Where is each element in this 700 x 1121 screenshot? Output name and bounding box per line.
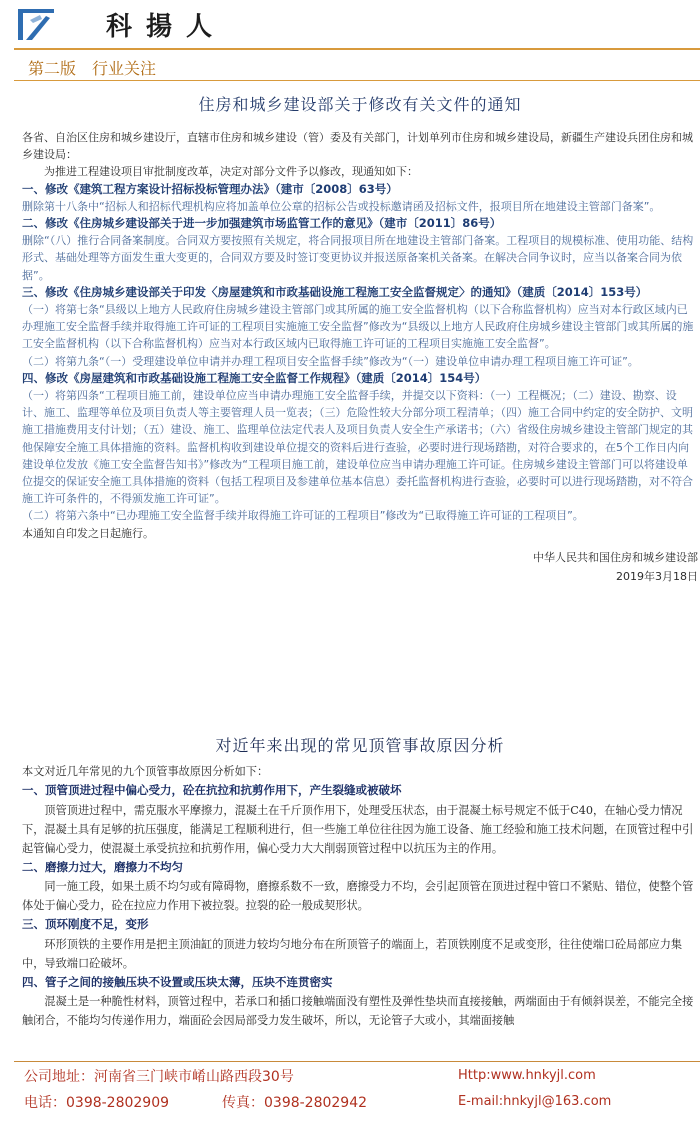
page-header (0, 0, 700, 48)
header-divider (14, 48, 700, 50)
item-heading: 三、修改《住房城乡建设部关于印发〈房屋建筑和市政基础设施工程施工安全监督规定〉的通知》（建质〔2014〕153号） (22, 284, 648, 299)
item-body: 顶管顶进过程中，需克服水平摩擦力，混凝土在千斤顶作用下，处理受压状态，由于混凝土标号规定不低于C40，在轴心受力情况下，混凝土具有足够的抗压强度，能满足工程顺利进行，但一些施工单位往往因为施工设备、施工经验和施工技术问题，在顶管过程中引起管偏心受力，使混凝土承受抗拉和抗剪作用，偏心受力大大削弱顶管过程中以抗压为主的作用。 (22, 803, 694, 855)
signature: 中华人民共和国住房和城乡建设部 (533, 550, 698, 564)
item-body: 同一施工段，如果土质不均匀或有障碍物，磨擦系数不一致，磨擦受力不均，会引起顶管在顶进过程中管口不紧贴、错位，使整个管体处于偏心受力，砼在拉应力作用下被拉裂。拉裂的砼一般成契形状。 (22, 880, 694, 912)
website-link[interactable]: Http:www.hnkyjl.com (458, 1068, 596, 1083)
article-analysis (22, 733, 698, 1030)
article-intro-2: 为推进工程建设项目审批制度改革，决定对部分文件予以修改，现通知如下： (44, 165, 418, 179)
item-heading: 四、修改《房屋建筑和市政基础设施工程施工安全监督工作规程》（建质〔2014〕154号） (22, 370, 487, 385)
section-label: 第二版 行业关注 (28, 59, 157, 78)
email-link[interactable]: E-mail:hnkyjl@163.com (458, 1094, 612, 1109)
item-heading: 二、磨擦力过大，磨擦力不均匀 (22, 859, 183, 874)
item-body: 删除第十八条中“招标人和招标代理机构应将加盖单位公章的招标公告或投标邀请函及招标文件，报项目所在地建设主管部门备案”。 (22, 199, 661, 213)
company-address: 公司地址：河南省三门峡市崤山路西段30号 (24, 1069, 294, 1085)
item-heading: 一、顶管顶进过程中偏心受力，砼在抗拉和抗剪作用下，产生裂缝或被破坏 (22, 783, 402, 797)
item-body: （一）将第四条“工程项目施工前，建设单位应当申请办理施工安全监督手续，并提交以下资料：（一）工程概况；（二）建设、勘察、设计、施工、监理等单位及项目负责人等主要管理人员一览表；（三）危险性较大分部分项工程清单；（四）施工合同中约定的安全防护、文明施工措施费用支付计划；（五）建设、施工、监理单位法定代表人及项目负责人安全生产承诺书；（六）省级住房城乡建设主管部门规定的其他保障安全施工具体措施的资料。监督机构收到建设单位提交的资料后进行查验，必要时进行现场踏勘，对符合要求的，在5个工作日内向建设单位发放《施工安全监督告知书》”修改为“工程项目施工前，建设单位应当申请办理施工许可证。住房城乡建设主管部门可以将建设单位提交的保证安全施工具体措施的资料（包括工程项目及参建单位基本信息）委托监督机构进行查验，必要时可以进行现场踏勘，对不符合施工许可条件的，不得颁发施工许可证”。 (22, 389, 693, 506)
item-body: （一）将第七条“县级以上地方人民政府住房城乡建设主管部门或其所属的施工安全监督机构（以下合称监督机构）应当对本行政区域内已办理施工安全监督手续并取得施工许可证的工程项目实施施工安全监督”修改为“县级以上地方人民政府住房城乡建设主管部门或其所属的施工安全监督机构（以下合称监督机构）应当对本行政区域内已取得施工许可证的工程项目实施施工安全监督”。 (22, 303, 694, 351)
fax-number: 传真：0398-2802942 (222, 1095, 368, 1111)
brand-name: 科揚人 (106, 12, 227, 42)
item-body: 混凝土是一种脆性材料，顶管过程中，若承口和插口接触端面没有塑性及弹性垫块而直接接触，两端面由于有倾斜误差，不能完全接触闭合，不能均匀传递作用力，端面砼会因局部受力发生破坏，所以，无论管子大或小，其端面接触 (22, 995, 694, 1027)
article-title: 对近年来出现的常见顶管事故原因分析 (215, 736, 505, 755)
item-body: （二）将第六条中“已办理施工安全监督手续并取得施工许可证的工程项目”修改为“已取得施工许可证的工程项目”。 (22, 509, 584, 523)
company-logo-icon (16, 6, 56, 42)
article-title: 住房和城乡建设部关于修改有关文件的通知 (198, 95, 522, 114)
signature-date: 2019年3月18日 (616, 569, 698, 583)
item-heading: 三、顶环刚度不足，变形 (22, 917, 149, 931)
footer-divider (14, 1061, 700, 1062)
section-divider (14, 80, 700, 81)
article-closing: 本通知自印发之日起施行。 (22, 526, 154, 540)
item-body: 环形顶铁的主要作用是把主顶油缸的顶进力较均匀地分布在所顶管子的端面上，若顶铁刚度不足或变形，往往使端口砼局部应力集中，导致端口砼破坏。 (22, 937, 683, 970)
page-footer (0, 1066, 700, 1121)
item-heading: 一、修改《建筑工程方案设计招标投标管理办法》（建市〔2008〕63号） (22, 181, 398, 196)
item-heading: 二、修改《住房城乡建设部关于进一步加强建筑市场监管工作的意见》（建市〔2011〕86号） (22, 216, 502, 231)
phone-number: 电话：0398-2802909 (24, 1095, 170, 1111)
article-notice (22, 92, 698, 586)
article-intro: 本文对近几年常见的九个顶管事故原因分析如下： (22, 765, 269, 778)
article-intro: 各省、自治区住房和城乡建设厅，直辖市住房和城乡建设（管）委及有关部门，计划单列市住房和城乡建设局，新疆生产建设兵团住房和城乡建设局： (22, 131, 693, 162)
item-body: 删除“（八）推行合同备案制度。合同双方要按照有关规定，将合同报项目所在地建设主管部门备案。工程项目的规模标准、使用功能、结构形式、基础处理等方面发生重大变更的，合同双方要及时签订变更协议并报送原备案机关备案。在解决合同争议时，应当以备案合同为依据”。 (22, 234, 694, 282)
item-heading: 四、管子之间的接触压块不设置或压块太薄，压块不连贯密实 (22, 974, 333, 989)
item-body: （二）将第九条“（一）受理建设单位申请并办理工程项目安全监督手续”修改为“（一）建设单位申请办理工程项目施工许可证”。 (22, 354, 639, 368)
